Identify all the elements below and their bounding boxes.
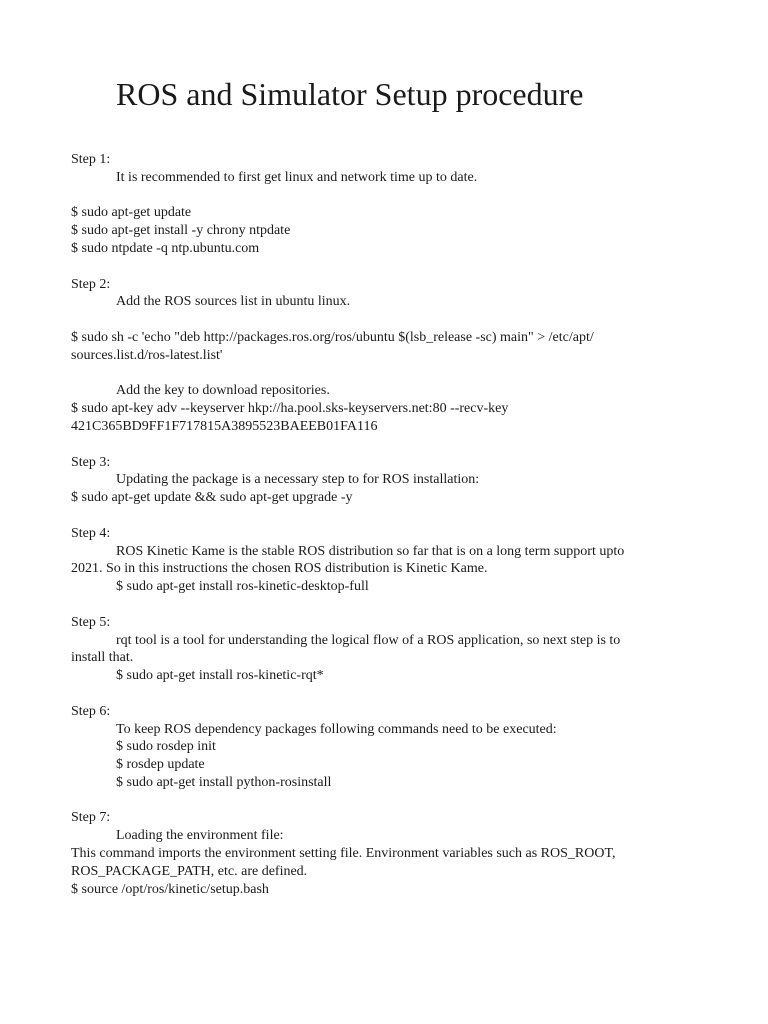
- blank-line: [71, 596, 671, 614]
- command-line: $ sudo apt-get install ros-kinetic-desktop-full: [116, 579, 369, 595]
- blank-line: [71, 258, 671, 276]
- command-line: $ rosdep update: [116, 757, 205, 773]
- text-line: ROS Kinetic Kame is the stable ROS distribution so far that is on a long term support upto: [116, 543, 625, 559]
- step-section: [71, 525, 671, 596]
- command-line: $ sudo apt-get install ros-kinetic-rqt*: [116, 668, 324, 684]
- text-line: It is recommended to first get linux and network time up to date.: [116, 169, 478, 185]
- document-body: [71, 151, 671, 898]
- blank-line: [71, 311, 671, 329]
- step-label: Step 1:: [71, 152, 111, 167]
- command-line: $ sudo apt-get install python-rosinstall: [116, 774, 332, 790]
- command-line: $ sudo rosdep init: [116, 739, 216, 755]
- text-line: sources.list.d/ros-latest.list': [71, 347, 223, 363]
- text-line: 2021. So in this instructions the chosen ROS distribution is Kinetic Kame.: [71, 561, 488, 577]
- text-line: Loading the environment file:: [116, 828, 284, 844]
- blank-line: [71, 436, 671, 454]
- command-line: $ sudo apt-get install -y chrony ntpdate: [71, 223, 291, 239]
- text-line: Updating the package is a necessary step to for ROS installation:: [116, 472, 480, 488]
- step-section: [71, 276, 671, 436]
- step-section: [71, 614, 671, 685]
- text-line: To keep ROS dependency packages following commands need to be executed:: [116, 721, 557, 737]
- step-label: Step 4:: [71, 525, 111, 541]
- text-line: install that.: [71, 650, 134, 666]
- command-line: $ sudo sh -c 'echo "deb http://packages.ros.org/ros/ubuntu $(lsb_release -sc) main" > /etc/apt/: [71, 329, 594, 345]
- step-section: [71, 454, 671, 507]
- blank-line: [71, 507, 671, 525]
- text-line: ROS_PACKAGE_PATH, etc. are defined.: [71, 863, 308, 879]
- blank-line: [71, 187, 671, 205]
- step-label: Step 3:: [71, 454, 111, 470]
- command-line: $ sudo apt-get update && sudo apt-get upgrade -y: [71, 490, 353, 506]
- text-line: Add the key to download repositories.: [116, 383, 330, 399]
- text-line: 421C365BD9FF1F717815A3895523BAEEB01FA116: [71, 418, 378, 434]
- step-label: Step 7:: [71, 810, 111, 826]
- command-line: $ source /opt/ros/kinetic/setup.bash: [71, 881, 269, 897]
- step-section: [71, 809, 671, 898]
- blank-line: [71, 365, 671, 383]
- step-label: Step 5:: [71, 614, 111, 630]
- text-line: Add the ROS sources list in ubuntu linux.: [116, 294, 351, 310]
- text-line: This command imports the environment setting file. Environment variables such as ROS_ROOT,: [71, 846, 616, 862]
- blank-line: [71, 685, 671, 703]
- blank-line: [71, 792, 671, 810]
- command-line: $ sudo ntpdate -q ntp.ubuntu.com: [71, 240, 260, 256]
- document-title: ROS and Simulator Setup procedure: [116, 76, 584, 112]
- step-section: [71, 151, 671, 258]
- command-line: $ sudo apt-key adv --keyserver hkp://ha.pool.sks-keyservers.net:80 --recv-key: [71, 401, 509, 417]
- text-line: rqt tool is a tool for understanding the logical flow of a ROS application, so next step is to: [116, 632, 621, 648]
- step-label: Step 2:: [71, 276, 111, 292]
- step-label: Step 6:: [71, 703, 111, 719]
- step-section: [71, 703, 671, 792]
- command-line: $ sudo apt-get update: [71, 205, 192, 221]
